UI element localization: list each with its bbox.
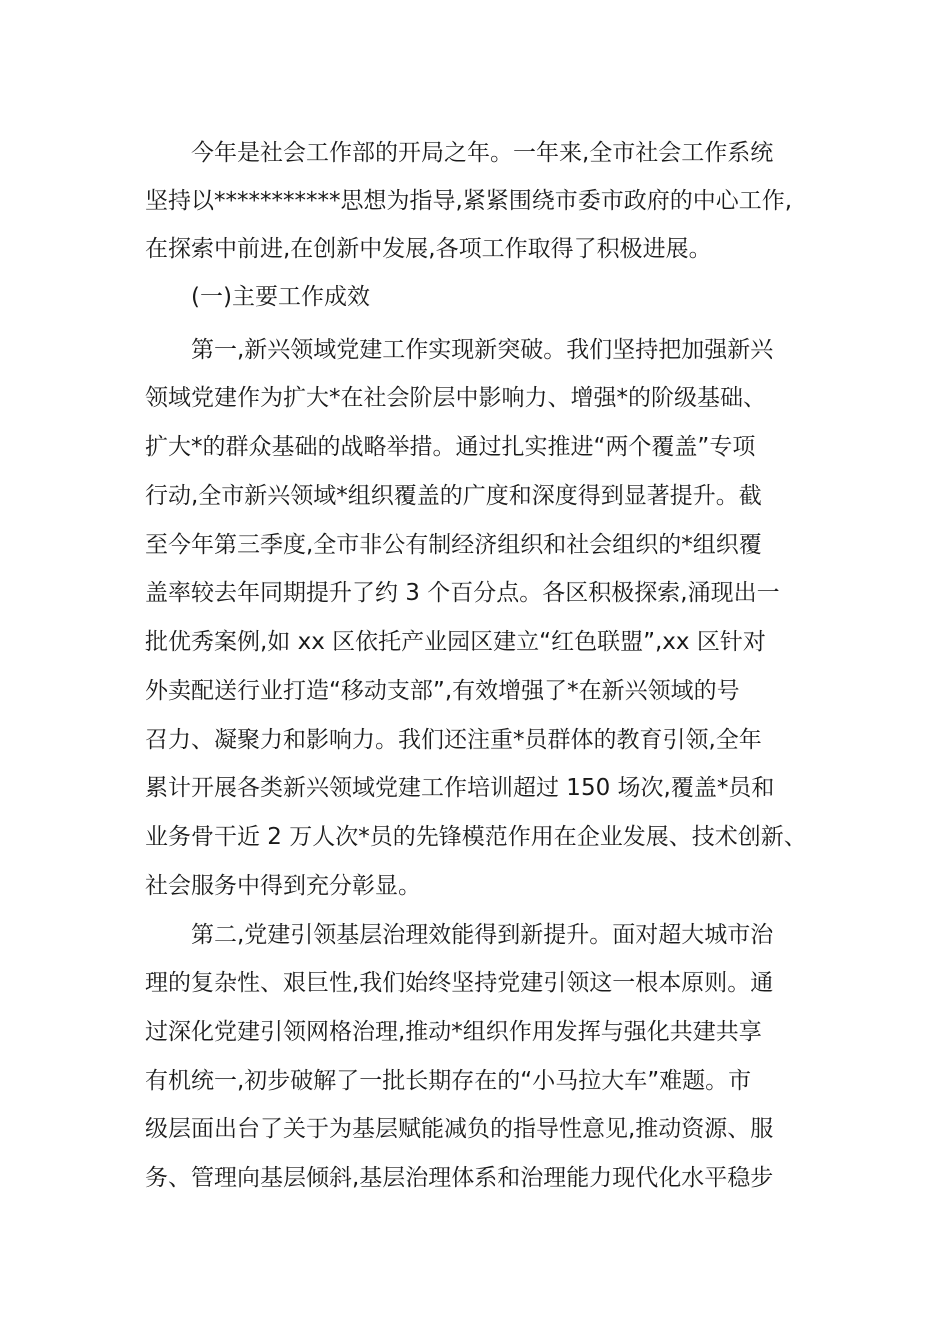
- paragraph-1-line-3: 在探索中前进,在创新中发展,各项工作取得了积极进展。: [145, 236, 712, 262]
- paragraph-3-line-1: 第二,党建引领基层治理效能得到新提升。面对超大城市治: [191, 922, 774, 948]
- paragraph-1-line-2: 坚持以***********思想为指导,紧紧围绕市委市政府的中心工作,: [145, 188, 793, 214]
- section-heading: (一)主要工作成效: [191, 284, 370, 310]
- paragraph-2-line-6: 盖率较去年同期提升了约 3 个百分点。各区积极探索,涌现出一: [145, 580, 780, 606]
- paragraph-2-line-1: 第一,新兴领域党建工作实现新突破。我们坚持把加强新兴: [191, 337, 774, 363]
- paragraph-2-line-7: 批优秀案例,如 xx 区依托产业园区建立“红色联盟”,xx 区针对: [145, 629, 766, 655]
- paragraph-3-line-6: 务、管理向基层倾斜,基层治理体系和治理能力现代化水平稳步: [145, 1165, 774, 1191]
- paragraph-2-line-11: 业务骨干近 2 万人次*员的先锋模范作用在企业发展、技术创新、: [145, 824, 807, 850]
- paragraph-2-line-10: 累计开展各类新兴领域党建工作培训超过 150 场次,覆盖*员和: [145, 775, 775, 801]
- paragraph-2-line-12: 社会服务中得到充分彰显。: [145, 873, 421, 899]
- paragraph-2-line-9: 召力、凝聚力和影响力。我们还注重*员群体的教育引领,全年: [145, 727, 762, 753]
- paragraph-2-line-8: 外卖配送行业打造“移动支部”,有效增强了*在新兴领域的号: [145, 678, 740, 704]
- paragraph-3-line-2: 理的复杂性、艰巨性,我们始终坚持党建引领这一根本原则。通: [145, 970, 774, 996]
- paragraph-2-line-3: 扩大*的群众基础的战略举措。通过扎实推进“两个覆盖”专项: [145, 434, 756, 460]
- paragraph-3-line-3: 过深化党建引领网格治理,推动*组织作用发挥与强化共建共享: [145, 1019, 762, 1045]
- paragraph-3-line-5: 级层面出台了关于为基层赋能减负的指导性意见,推动资源、服: [145, 1116, 774, 1142]
- paragraph-3-line-4: 有机统一,初步破解了一批长期存在的“小马拉大车”难题。市: [145, 1068, 752, 1094]
- paragraph-2-line-5: 至今年第三季度,全市非公有制经济组织和社会组织的*组织覆: [145, 532, 762, 558]
- paragraph-2-line-4: 行动,全市新兴领域*组织覆盖的广度和深度得到显著提升。截: [145, 483, 762, 509]
- paragraph-1-line-1: 今年是社会工作部的开局之年。一年来,全市社会工作系统: [191, 140, 774, 166]
- paragraph-2-line-2: 领域党建作为扩大*在社会阶层中影响力、增强*的阶级基础、: [145, 385, 766, 411]
